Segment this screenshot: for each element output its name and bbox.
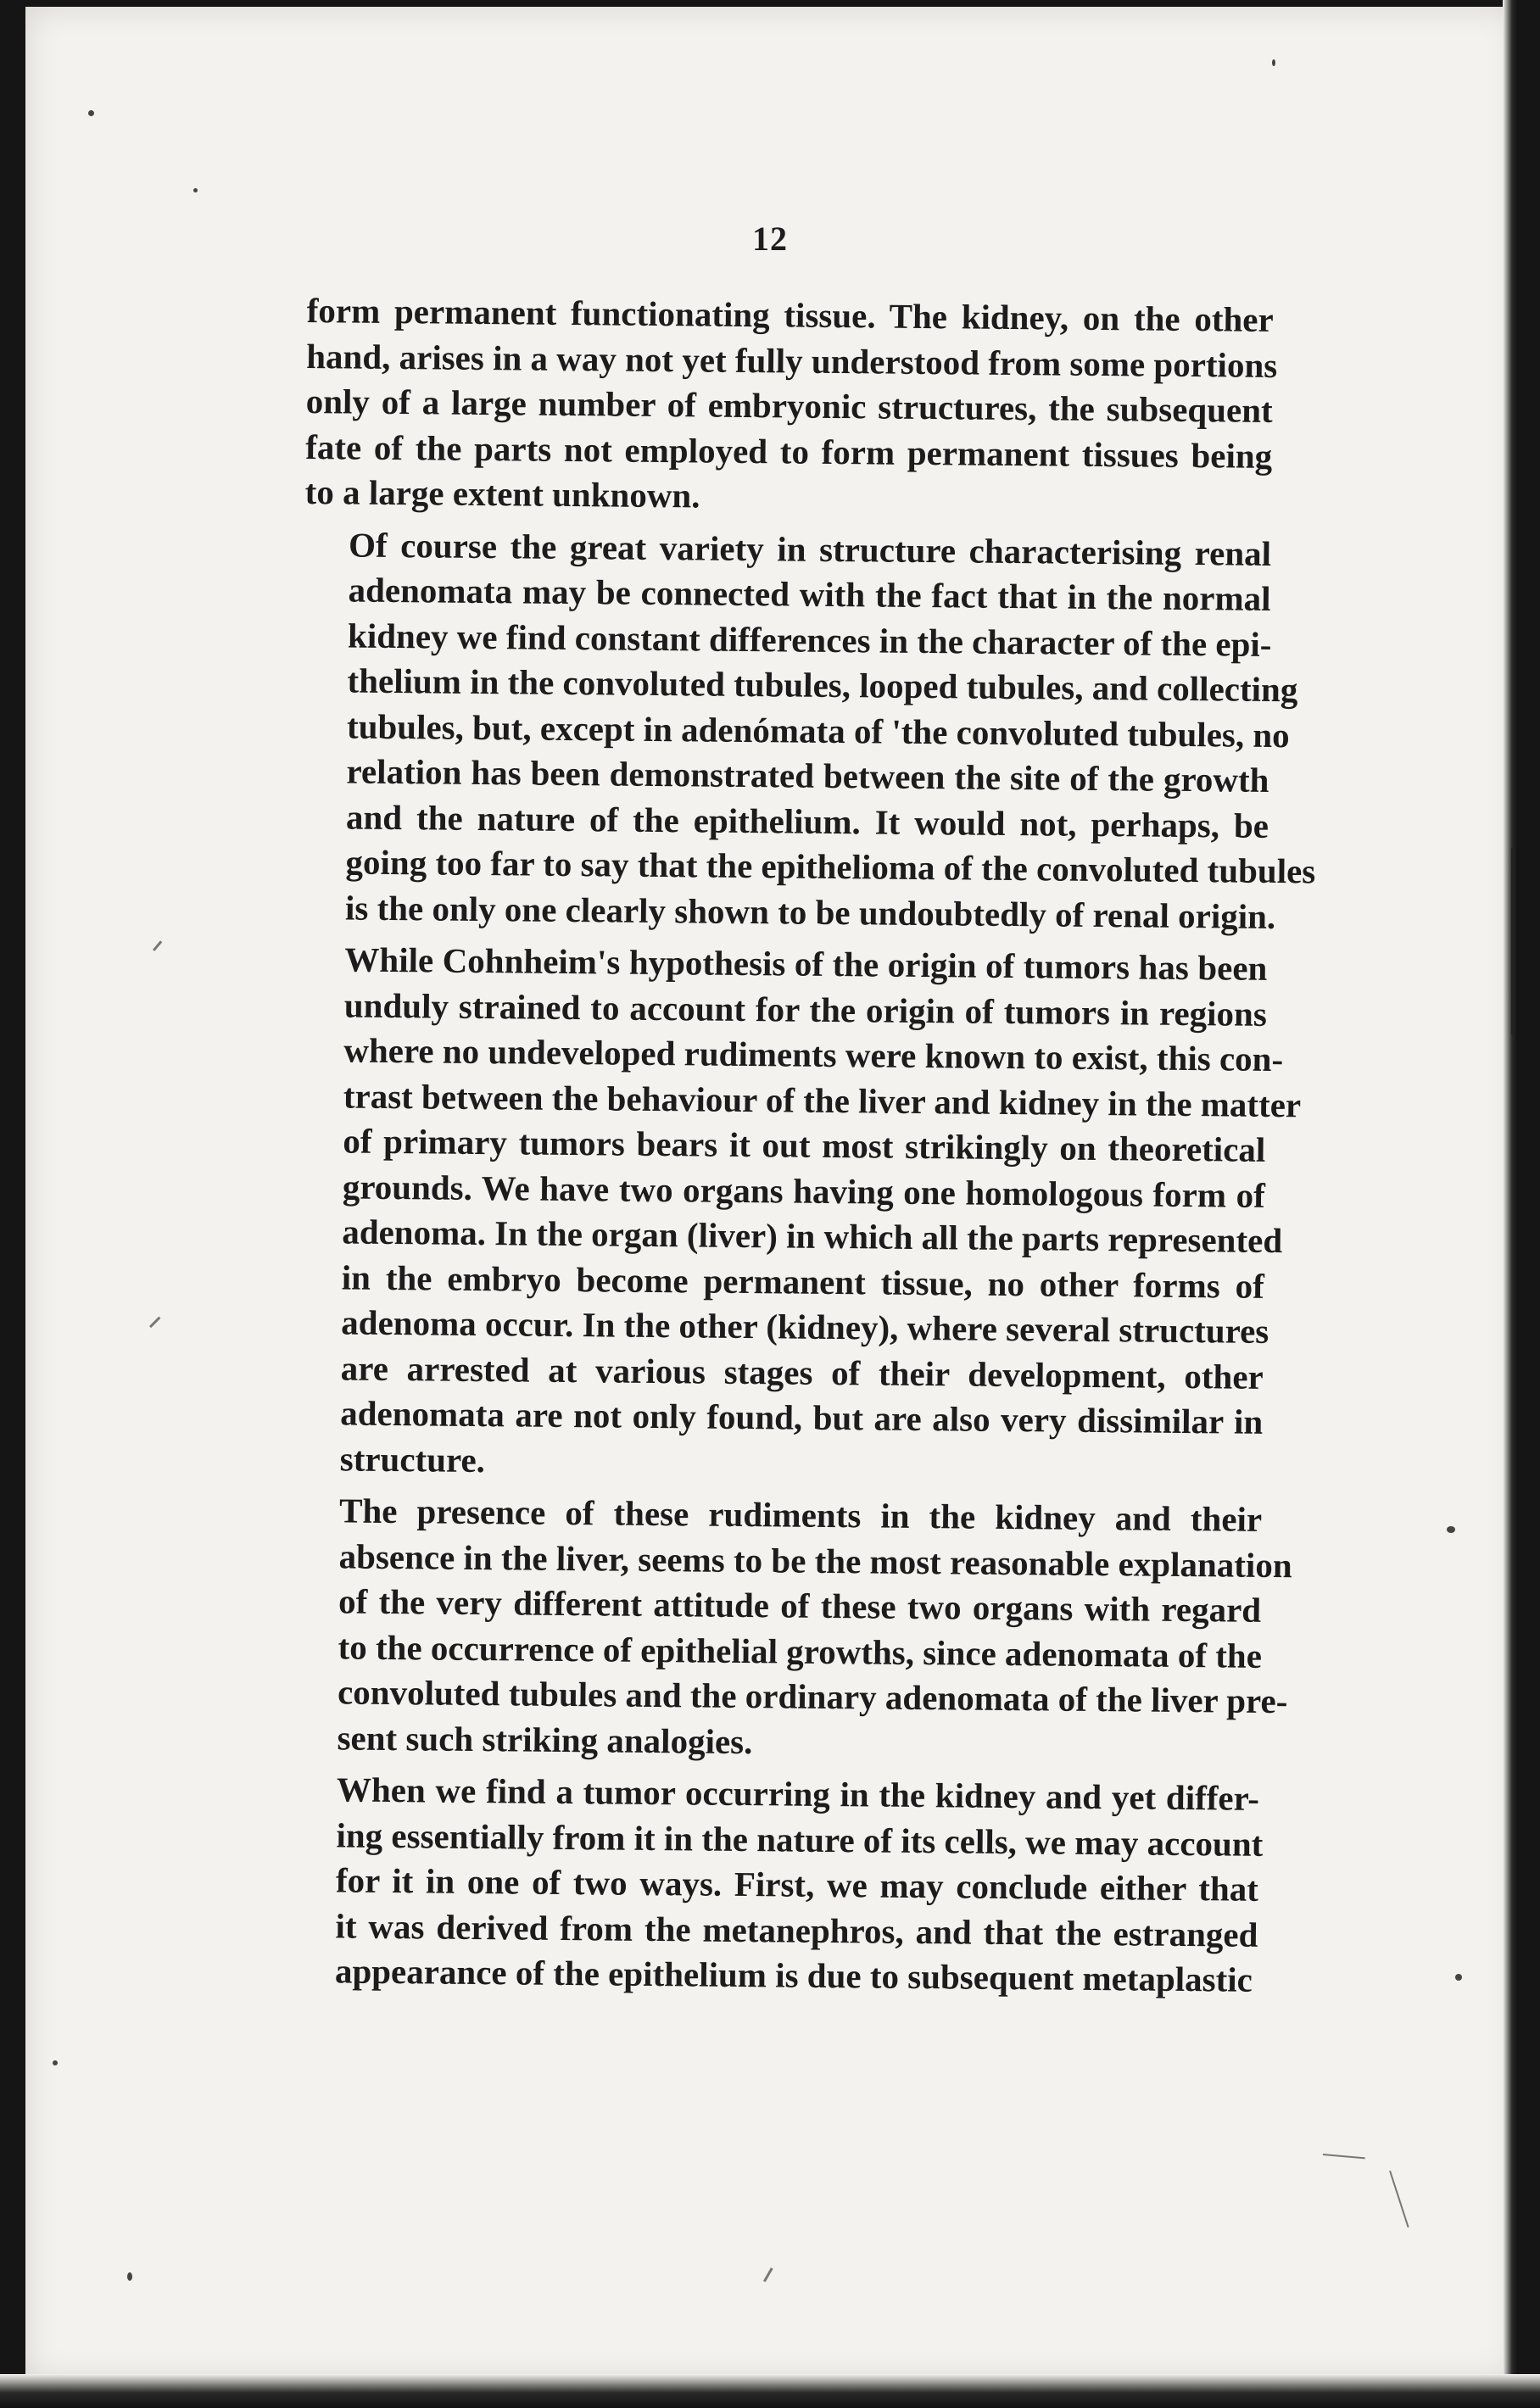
text-line: ing essentially from it in the nature of its cells, we may account <box>336 1814 1264 1864</box>
text-line: for it in one of two ways. First, we may conclude either that <box>335 1860 1259 1909</box>
text-line: absence in the liver, seems to be the most reasonable explanation <box>338 1536 1292 1585</box>
scan-speck <box>1447 1526 1455 1533</box>
text-line: adenoma occur. In the other (kidney), where several structures <box>341 1302 1269 1351</box>
scan-speck <box>1272 59 1275 66</box>
paragraph <box>293 1488 1292 1770</box>
text-line: adenomata are not only found, but are also very dissimilar in <box>340 1393 1264 1441</box>
text-line: appearance of the epithelium is due to subsequent metaplastic <box>334 1951 1253 1999</box>
text-line: relation has been demonstrated between the site of the growth <box>346 751 1269 800</box>
text-line: of primary tumors bears it out most strikingly on theoretical <box>343 1121 1266 1169</box>
text-line: trast between the behaviour of the liver and kidney in the matter <box>343 1075 1302 1124</box>
text-line: convoluted tubules and the ordinary adenomata of the liver pre- <box>337 1672 1288 1721</box>
text-line: of the very different attitude of these two organs with regard <box>338 1581 1262 1630</box>
paragraph <box>295 937 1302 1491</box>
text-line: adenoma. In the organ (liver) in which all the parts represented <box>342 1212 1283 1261</box>
text-line: only of a large number of embryonic structures, the subsequent <box>305 381 1273 430</box>
text-line: sent such striking analogies. <box>337 1717 753 1761</box>
paragraph <box>291 1767 1264 2003</box>
text-line: and the nature of the epithelium. It would not, perhaps, be <box>345 796 1269 845</box>
scan-speck <box>53 2060 58 2065</box>
text-line: is the only one clearly shown to be undoubtedly of renal origin. <box>344 887 1276 936</box>
text-line: hand, arises in a way not yet fully understood from some portions <box>306 336 1278 385</box>
text-line: form permanent functionating tissue. The kidney, on the other <box>306 290 1274 339</box>
scan-speck <box>193 188 198 192</box>
text-line: fate of the parts not employed to form permanent tissues being <box>304 426 1273 476</box>
text-line: structure. <box>339 1438 486 1480</box>
text-line: going too far to say that the epithelioma of the convoluted tubules <box>345 842 1316 891</box>
paragraph <box>304 288 1278 524</box>
text-line: it was derived from the metanephros, and that the estranged <box>335 1905 1258 1954</box>
scan-speck <box>88 110 94 116</box>
scan-speck <box>1455 1974 1462 1981</box>
text-line: in the embryo become permanent tissue, no other forms of <box>341 1257 1264 1306</box>
text-line: While Cohnheim's hypothesis of the origin of tumors has been <box>344 939 1268 988</box>
paragraph <box>301 521 1316 939</box>
text-line: are arrested at various stages of their development, other <box>340 1347 1264 1396</box>
page-edge-shadow-bottom <box>0 2374 1540 2408</box>
page-number: 12 <box>752 220 788 258</box>
text-line: to the occurrence of epithelial growths, since adenomata of the <box>338 1626 1263 1675</box>
text-line: Of course the great variety in structure characterising renal <box>348 524 1272 573</box>
scan-speck <box>127 2272 132 2281</box>
text-line: tubules, but, except in adenómata of 'the convoluted tubules, no <box>346 705 1290 755</box>
text-line: adenomata may be connected with the fact that in the normal <box>348 570 1271 618</box>
text-line: thelium in the convoluted tubules, looped tubules, and collecting <box>347 661 1298 710</box>
text-line: grounds. We have two organs having one homologous form of <box>342 1166 1266 1215</box>
body-text <box>291 288 1316 2009</box>
text-line: where no undeveloped rudiments were known to exist, this con- <box>343 1030 1284 1079</box>
text-line: unduly strained to account for the origin of tumors in regions <box>343 984 1268 1034</box>
text-line: The presence of these rudiments in the kidney and their <box>338 1491 1263 1539</box>
text-line: When we find a tumor occurring in the kidney and yet differ- <box>336 1770 1260 1818</box>
page-edge-shadow-right <box>1503 0 1518 2408</box>
text-line: to a large extent unknown. <box>304 471 700 516</box>
binding-shadow-mark <box>1511 848 1515 1034</box>
text-line: kidney we find constant differences in the character of the epi- <box>347 615 1272 664</box>
